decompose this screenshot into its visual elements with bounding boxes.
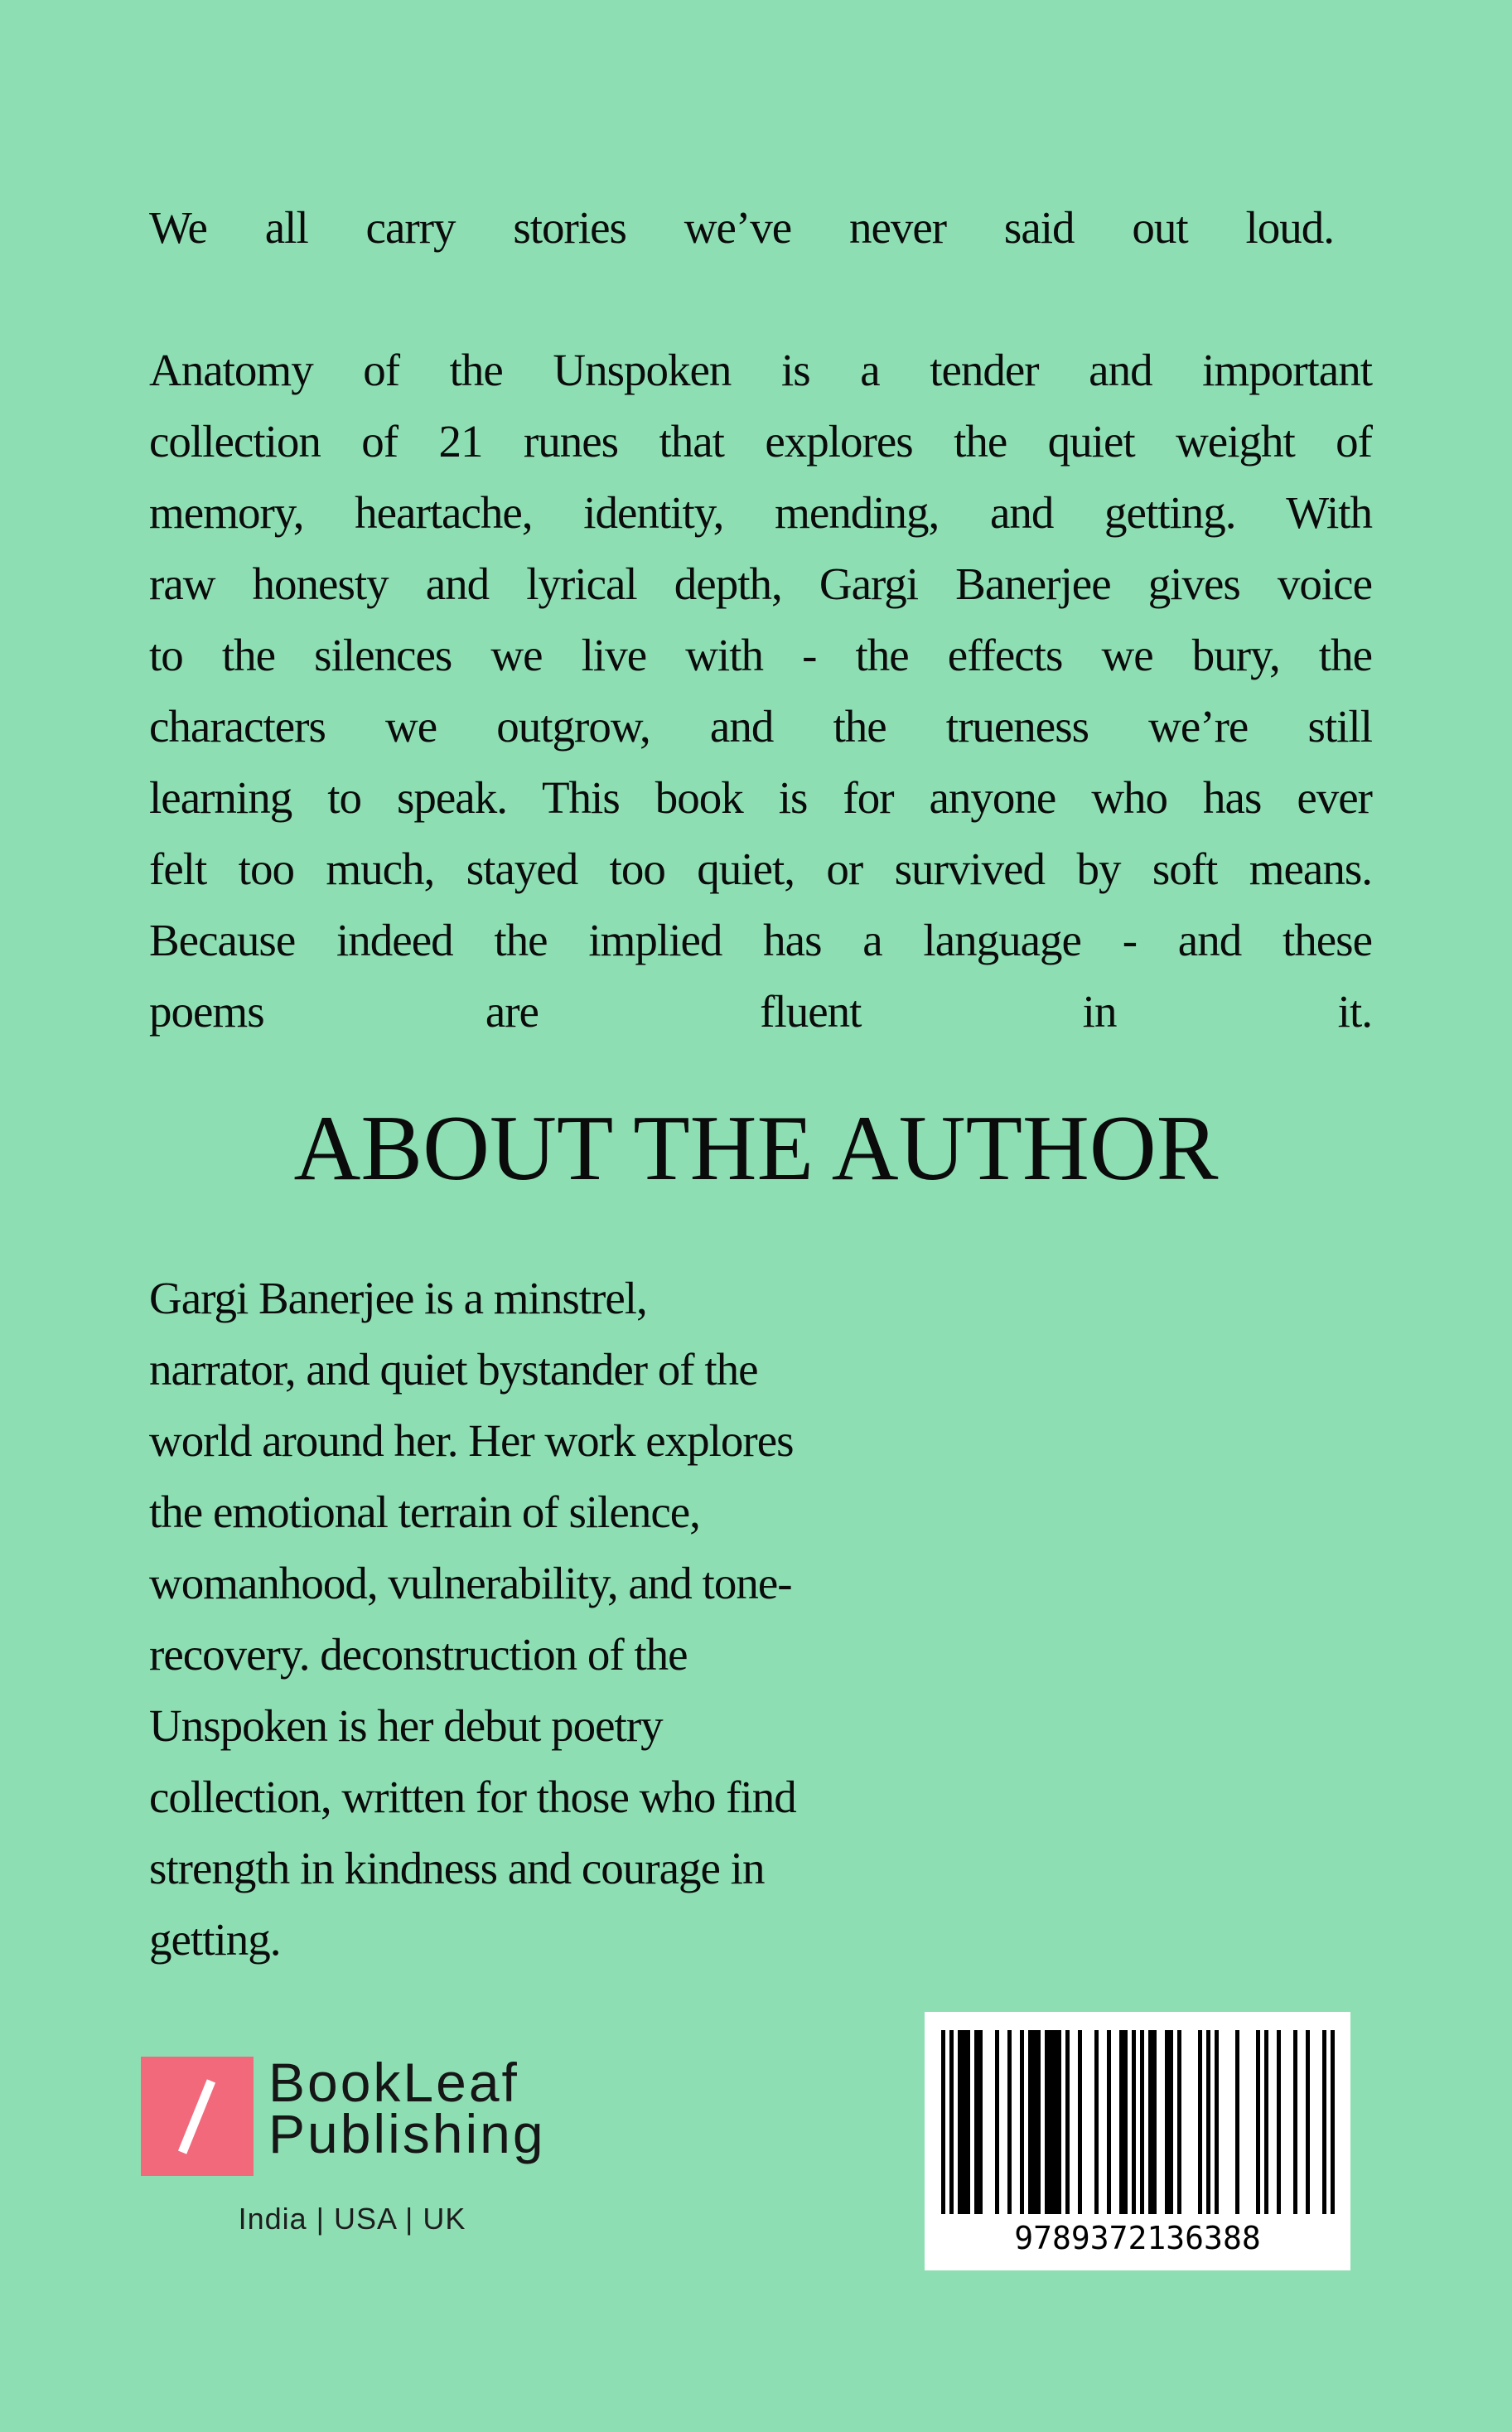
barcode-bar: [1065, 2030, 1070, 2214]
barcode-bar: [1020, 2030, 1024, 2214]
text-line: memory, heartache, identity, mending, and getting. With: [149, 487, 1372, 538]
text-line: Because indeed the implied has a language - and these: [149, 915, 1372, 965]
barcode-bar: [941, 2030, 945, 2214]
barcode-bar: [1119, 2030, 1128, 2214]
text-line: learning to speak. This book is for anyone who has ever: [149, 772, 1372, 823]
publisher-name: [268, 2052, 546, 2164]
barcode-bar: [1306, 2030, 1310, 2214]
barcode-bar: [974, 2030, 983, 2214]
barcode-bar: [1177, 2030, 1181, 2214]
text-line: Gargi Banerjee is a minstrel,: [149, 1273, 647, 1323]
barcode-bar: [1264, 2030, 1268, 2214]
barcode-bar: [1293, 2030, 1297, 2214]
text-line: characters we outgrow, and the trueness we’re still: [149, 701, 1372, 752]
barcode: [925, 2012, 1350, 2270]
text-line: collection of 21 runes that explores the quiet weight of: [149, 416, 1372, 467]
barcode-bar: [1107, 2030, 1111, 2214]
text-line: to the silences we live with - the effects we bury, the: [149, 630, 1372, 680]
text-line: raw honesty and lyrical depth, Gargi Banerjee gives voice: [149, 558, 1372, 609]
text-line: recovery. deconstruction of the: [149, 1629, 688, 1680]
barcode-bar: [1028, 2030, 1041, 2214]
barcode-bar: [1045, 2030, 1061, 2214]
isbn-number: 9789372136388: [1014, 2220, 1261, 2256]
barcode-bar: [1165, 2030, 1173, 2214]
barcode-bar: [995, 2030, 999, 2214]
barcode-bar: [1322, 2030, 1326, 2214]
text-line: collection, written for those who find: [149, 1772, 796, 1822]
barcode-bar: [1331, 2030, 1335, 2214]
about-the-author-heading: ABOUT THE AUTHOR: [293, 1097, 1219, 1200]
barcode-bar: [1277, 2030, 1281, 2214]
publisher-name-line1: BookLeaf: [268, 2052, 519, 2113]
author-bio: [149, 1263, 994, 1975]
text-line: world around her. Her work explores: [149, 1415, 794, 1466]
text-line: Anatomy of the Unspoken is a tender and important: [149, 345, 1372, 395]
barcode-bar: [1206, 2030, 1210, 2214]
text-line: womanhood, vulnerability, and tone-: [149, 1558, 792, 1608]
text-line: poems are fluent in it.: [149, 986, 1372, 1037]
text-line: narrator, and quiet bystander of the: [149, 1344, 758, 1395]
barcode-bar: [1215, 2030, 1219, 2214]
barcode-bar: [1198, 2030, 1202, 2214]
barcode-bar: [958, 2030, 970, 2214]
barcode-bars: [941, 2030, 1335, 2214]
barcode-bar: [1256, 2030, 1260, 2214]
barcode-bar: [1235, 2030, 1239, 2214]
slash-icon: [178, 2079, 215, 2154]
barcode-bar: [1148, 2030, 1157, 2214]
text-line: the emotional terrain of silence,: [149, 1487, 700, 1537]
tagline: We all carry stories we’ve never said out loud.: [149, 202, 1334, 253]
publisher-name-line2: Publishing: [268, 2103, 546, 2164]
publisher-regions: India | USA | UK: [238, 2202, 466, 2236]
barcode-bar: [949, 2030, 954, 2214]
bookleaf-logo-icon: [141, 2057, 254, 2176]
text-line: Unspoken is her debut poetry: [149, 1700, 663, 1751]
barcode-bar: [1094, 2030, 1099, 2214]
barcode-bar: [1007, 2030, 1012, 2214]
text-line: getting.: [149, 1914, 281, 1965]
text-line: felt too much, stayed too quiet, or survived by soft means.: [149, 844, 1372, 894]
barcode-bar: [1078, 2030, 1082, 2214]
synopsis-paragraph: [149, 335, 1372, 1047]
text-line: strength in kindness and courage in: [149, 1843, 765, 1893]
barcode-bar: [1140, 2030, 1144, 2214]
barcode-bar: [1132, 2030, 1136, 2214]
